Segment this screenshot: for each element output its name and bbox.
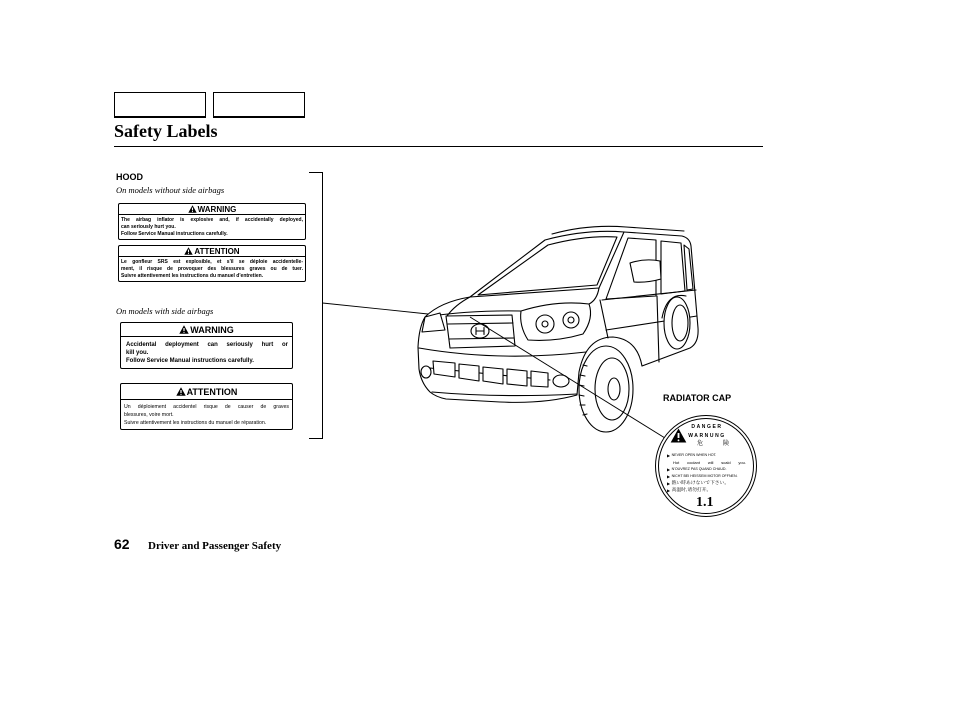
label-line: Follow Service Manual instructions carefully. [126,358,254,364]
label-line: Suivre attentivement les instructions du manuel de réparation. [124,420,267,427]
warning-triangle-icon [179,325,189,334]
label-header [121,384,292,400]
label-line: ment, il risque de provoquer des blessures graves ou de tuer. [121,266,303,273]
cap-danger-text: DANGER [691,424,723,430]
hood-attention-label-side-airbags [120,383,293,430]
label-line: Le gonfleur SRS est explosible, et s'il se déploie accidentelle- [121,259,303,265]
cap-line [667,453,716,459]
cap-line [667,488,711,494]
cap-kiken-text: 危険 [697,441,750,447]
car-illustration [418,226,698,432]
label-line: The airbag inflator is explosive and, if accidentally deployed, [121,217,303,223]
label-line: Follow Service Manual instructions carefully. [121,231,228,238]
cap-line [667,467,727,473]
page-number: 62 [114,536,130,552]
right-headlight [521,303,591,340]
label-title: WARNING [190,324,234,335]
warning-triangle-icon [176,387,186,396]
caption-with-side-airbags: On models with side airbags [116,306,214,316]
cap-line [667,481,729,487]
cap-line-text: NEVER OPEN WHEN HOT. [671,453,717,457]
cap-pressure-rating: 1.1 [696,495,714,510]
section-name: Driver and Passenger Safety [148,540,282,552]
hood-label-bracket [309,173,323,439]
label-line: Accidental deployment can seriously hurt or [126,342,288,348]
label-line: Suivre attentivement les instructions du manuel d'entretien. [121,273,264,280]
cap-line-text: NICHT BEI HEISSEM MOTOR OFFNEN. [671,474,738,478]
caption-without-side-airbags: On models without side airbags [116,185,225,195]
label-title: ATTENTION [194,246,240,256]
cap-warnung-text: WARNUNG [688,433,726,439]
cap-line-text: N'OUVREZ PAS QUAND CHAUD. [671,467,727,471]
hood-attention-label [118,245,306,282]
label-title: WARNING [197,204,237,214]
left-fog-light [421,366,431,378]
hood-heading: HOOD [116,172,143,182]
cap-line-text: Hot coolant will scald you. [673,459,746,465]
title-rule [114,146,763,147]
header-tab-box [213,92,305,118]
label-line: blessures, voire mort. [124,412,174,419]
label-title: ATTENTION [186,386,238,397]
header-tab-box [114,92,206,118]
side-mirror [630,260,661,282]
label-header [119,204,305,215]
label-line: Un déploiement accidentel risque de causer de graves [124,404,289,410]
cap-line [667,474,738,480]
warning-triangle-icon [188,205,197,213]
label-header [119,246,305,257]
front-wheel [579,346,633,432]
hood-warning-label-side-airbags [120,322,293,369]
radiator-cap-label [655,415,757,517]
warning-triangle-icon [184,247,193,255]
cap-line-text: 熱い時あけないで下さい。 [671,481,730,486]
cap-line-text: 高温时,请勿打开。 [671,488,712,493]
hood-warning-label [118,203,306,240]
label-header [121,323,292,337]
page-title: Safety Labels [114,121,218,141]
label-line: can seriously hurt you. [121,224,176,231]
hood-leader-line [323,303,429,314]
radiator-cap-heading: RADIATOR CAP [663,393,732,403]
label-line: kill you. [126,350,149,356]
